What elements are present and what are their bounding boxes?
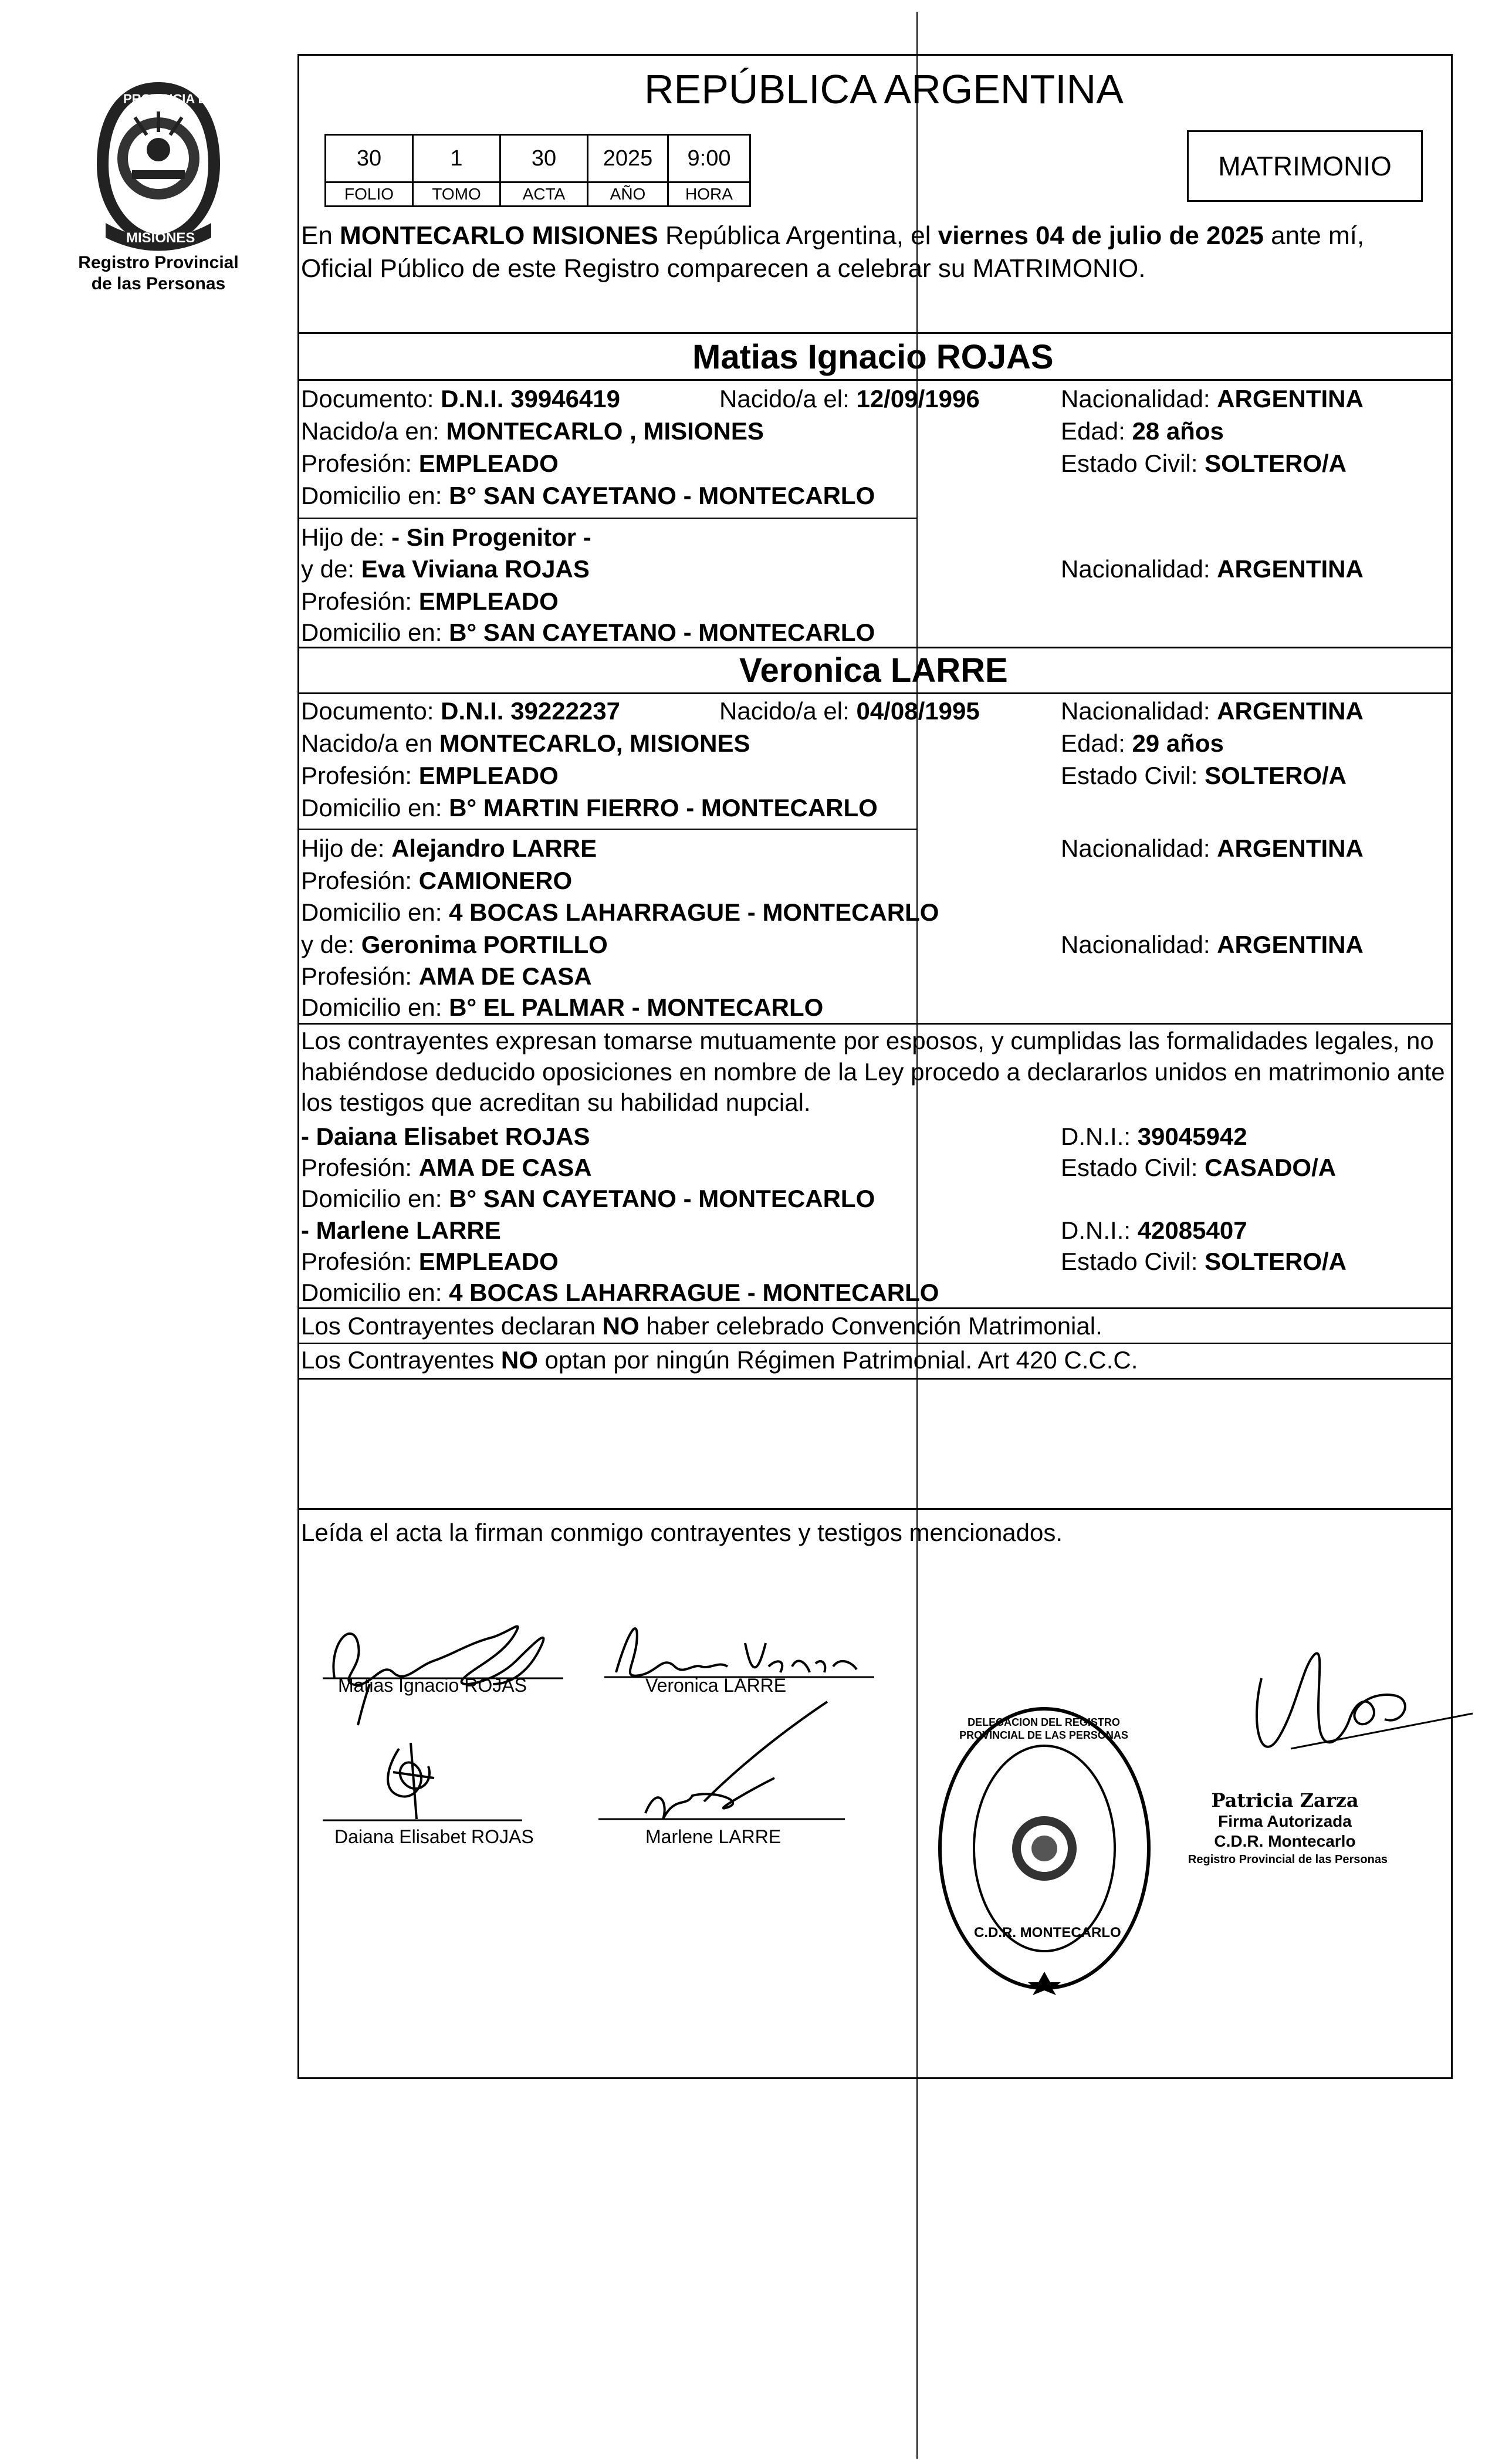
intro-l1-c: ante mí, xyxy=(1263,221,1365,250)
country-title: REPÚBLICA ARGENTINA xyxy=(644,66,1124,112)
c1-father-value: - Sin Progenitor - xyxy=(391,523,591,551)
rule-after-patrimonial-a xyxy=(297,1343,1453,1344)
c1-civil xyxy=(1061,449,1347,478)
rule-c1-mid xyxy=(297,518,917,519)
c2-mother-label: y de: xyxy=(301,931,361,958)
c1-nat-value: ARGENTINA xyxy=(1217,385,1364,413)
w2-dom-value: 4 BOCAS LAHARRAGUE - MONTECARLO xyxy=(449,1279,939,1306)
registry-name-line2: de las Personas xyxy=(91,274,226,293)
c1-prof-value: EMPLEADO xyxy=(418,449,559,477)
c2-doc-value: D.N.I. 39222237 xyxy=(441,697,620,725)
c2-mother-nat-label: Nacionalidad: xyxy=(1061,931,1217,958)
signature-mark-4 xyxy=(598,1690,845,1843)
w2-dni xyxy=(1061,1216,1247,1245)
w1-civil xyxy=(1061,1154,1336,1182)
c2-prof-value: EMPLEADO xyxy=(418,762,559,789)
c2-born-value: 04/08/1995 xyxy=(856,697,980,725)
c2-dom-value: B° MARTIN FIERRO - MONTECARLO xyxy=(449,794,878,822)
c1-place xyxy=(301,417,764,445)
c1-mother-label: y de: xyxy=(301,555,361,583)
record-hora-value: 9:00 xyxy=(667,134,751,183)
w2-civil-value: SOLTERO/A xyxy=(1205,1248,1347,1275)
c2-father-dom-label: Domicilio en: xyxy=(301,898,449,926)
c2-dom-label: Domicilio en: xyxy=(301,794,449,822)
rule-before-patrimonial xyxy=(297,1307,1453,1309)
w1-dom-label: Domicilio en: xyxy=(301,1185,449,1212)
officer-role: Firma Autorizada xyxy=(1218,1812,1352,1830)
c2-doc xyxy=(301,697,620,725)
c2-father xyxy=(301,834,597,863)
c2-place xyxy=(301,729,750,758)
c2-place-label: Nacido/a en xyxy=(301,729,439,757)
rule-after-patrimonial-b xyxy=(297,1378,1453,1380)
frame-bottom xyxy=(297,2077,1453,2079)
c2-mother-nat xyxy=(1061,931,1364,959)
c1-mother-dom-value: B° SAN CAYETANO - MONTECARLO xyxy=(449,618,875,646)
c1-civil-value: SOLTERO/A xyxy=(1205,449,1347,477)
stamp-inner-text: C.D.R. MONTECARLO xyxy=(974,1925,1121,1941)
record-tomo-value: 1 xyxy=(412,134,501,183)
c1-place-value: MONTECARLO , MISIONES xyxy=(446,417,764,445)
c2-father-nat-label: Nacionalidad: xyxy=(1061,834,1217,862)
c2-prof xyxy=(301,762,559,790)
c2-father-nat xyxy=(1061,834,1364,863)
record-acta-label: ACTA xyxy=(499,181,588,207)
w1-civil-label: Estado Civil: xyxy=(1061,1154,1205,1181)
c2-mother-prof-label: Profesión: xyxy=(301,962,419,990)
patrimonial-line-2 xyxy=(301,1346,1138,1374)
c2-father-prof xyxy=(301,867,572,895)
officer-registry: Registro Provincial de las Personas xyxy=(1188,1853,1388,1866)
closing-text: Leída el acta la firman conmigo contrayentes y testigos mencionados. xyxy=(301,1519,1063,1546)
c1-mother-nat-label: Nacionalidad: xyxy=(1061,555,1217,583)
c2-age-label: Edad: xyxy=(1061,729,1132,757)
c2-place-value: MONTECARLO, MISIONES xyxy=(439,729,750,757)
c2-father-dom xyxy=(301,898,939,927)
c1-born-value: 12/09/1996 xyxy=(856,385,980,413)
c2-father-prof-value: CAMIONERO xyxy=(418,867,573,894)
pat-l1-b: NO xyxy=(602,1312,640,1340)
w1-dom xyxy=(301,1185,875,1213)
w1-dni-label: D.N.I.: xyxy=(1061,1123,1138,1150)
signature-mark-3 xyxy=(317,1731,528,1825)
c2-father-label: Hijo de: xyxy=(301,834,392,862)
w2-prof-label: Profesión: xyxy=(301,1248,419,1275)
c1-mother-prof xyxy=(301,587,559,616)
c1-nat xyxy=(1061,385,1364,413)
c1-dom-label: Domicilio en: xyxy=(301,482,449,509)
c2-civil xyxy=(1061,762,1347,790)
officer-office: C.D.R. Montecarlo xyxy=(1214,1832,1356,1850)
c2-mother-prof-value: AMA DE CASA xyxy=(418,962,592,990)
intro-line-2: Oficial Público de este Registro comparecen a celebrar su MATRIMONIO. xyxy=(301,254,1146,283)
c1-prof-label: Profesión: xyxy=(301,449,419,477)
c2-nat-label: Nacionalidad: xyxy=(1061,697,1217,725)
officer-name: Patricia Zarza xyxy=(1211,1789,1359,1811)
c2-civil-label: Estado Civil: xyxy=(1061,762,1205,789)
pat-l1-c: haber celebrado Convención Matrimonial. xyxy=(639,1312,1102,1340)
w1-prof-value: AMA DE CASA xyxy=(418,1154,592,1181)
c2-mother-dom xyxy=(301,993,823,1022)
w2-civil xyxy=(1061,1248,1347,1276)
c1-age xyxy=(1061,417,1224,445)
intro-date: viernes 04 de julio de 2025 xyxy=(938,221,1264,250)
w2-name: - Marlene LARRE xyxy=(301,1216,501,1244)
c2-mother-nat-value: ARGENTINA xyxy=(1217,931,1364,958)
c2-father-prof-label: Profesión: xyxy=(301,867,419,894)
rule-after-intro xyxy=(297,332,1453,334)
c1-mother-value: Eva Viviana ROJAS xyxy=(361,555,590,583)
w1-civil-value: CASADO/A xyxy=(1205,1154,1337,1181)
c2-age xyxy=(1061,729,1224,758)
w1-prof-label: Profesión: xyxy=(301,1154,419,1181)
w1-dni-value: 39045942 xyxy=(1137,1123,1247,1150)
c1-dom xyxy=(301,482,875,510)
w2-prof xyxy=(301,1248,559,1276)
signature-caption-4: Marlene LARRE xyxy=(645,1826,782,1847)
signature-caption-1: Matias Ignacio ROJAS xyxy=(338,1675,527,1696)
intro-place: MONTECARLO MISIONES xyxy=(340,221,658,250)
record-folio-value: 30 xyxy=(324,134,414,183)
record-anio-value: 2025 xyxy=(587,134,669,183)
w1-dom-value: B° SAN CAYETANO - MONTECARLO xyxy=(449,1185,875,1212)
c1-dom-value: B° SAN CAYETANO - MONTECARLO xyxy=(449,482,875,509)
declaration-line-1: Los contrayentes expresan tomarse mutuamente por esposos, y cumplidas las formalidades legales, no xyxy=(301,1027,1434,1054)
c2-prof-label: Profesión: xyxy=(301,762,419,789)
rule-c2-mid xyxy=(297,829,917,830)
c1-mother-nat xyxy=(1061,555,1364,583)
c1-mother-prof-value: EMPLEADO xyxy=(418,587,559,615)
rule-c2-name xyxy=(297,692,1453,694)
record-anio-label: AÑO xyxy=(587,181,669,207)
c2-mother-prof xyxy=(301,962,592,991)
patrimonial-line-1 xyxy=(301,1312,1102,1340)
signature-caption-2: Veronica LARRE xyxy=(645,1675,787,1696)
c2-mother xyxy=(301,931,608,959)
c1-place-label: Nacido/a en: xyxy=(301,417,446,445)
w2-dni-value: 42085407 xyxy=(1137,1216,1247,1244)
stamp-ring-text: DELEGACION DEL REGISTRO PROVINCIAL DE LAS PERSONAS xyxy=(959,1716,1128,1741)
doc-type-box: MATRIMONIO xyxy=(1187,130,1423,202)
c2-mother-value: Geronima PORTILLO xyxy=(361,931,608,958)
contrayente1-name: Matias Ignacio ROJAS xyxy=(692,338,1054,376)
declaration-line-2: habiéndose deducido oposiciones en nombre de la Ley procedo a declararlos unidos en matrimonio ante xyxy=(301,1058,1445,1086)
intro-line-1 xyxy=(301,222,1364,250)
record-acta-value: 30 xyxy=(499,134,588,183)
record-tomo-label: TOMO xyxy=(412,181,501,207)
registry-name-line1: Registro Provincial xyxy=(78,253,239,272)
seal-top-text: PROVINCIA DE xyxy=(123,92,216,106)
w2-dom xyxy=(301,1279,939,1307)
c1-born xyxy=(719,385,980,413)
c1-mother xyxy=(301,555,590,583)
pat-l1-a: Los Contrayentes declaran xyxy=(301,1312,603,1340)
c2-father-nat-value: ARGENTINA xyxy=(1217,834,1364,862)
delegation-stamp xyxy=(933,1702,1156,1995)
seal-bottom-text: MISIONES xyxy=(126,230,195,246)
c2-father-dom-value: 4 BOCAS LAHARRAGUE - MONTECARLO xyxy=(449,898,939,926)
c1-doc-value: D.N.I. 39946419 xyxy=(441,385,620,413)
rule-before-closing xyxy=(297,1508,1453,1510)
c1-mother-nat-value: ARGENTINA xyxy=(1217,555,1364,583)
w2-civil-label: Estado Civil: xyxy=(1061,1248,1205,1275)
w1-dni xyxy=(1061,1123,1247,1151)
signature-2-handwriting xyxy=(610,1610,965,1663)
declaration-line-3: los testigos que acreditan su habilidad nupcial. xyxy=(301,1089,811,1116)
signature-caption-3: Daiana Elisabet ROJAS xyxy=(334,1826,534,1847)
frame-left xyxy=(297,54,299,2078)
c1-mother-dom xyxy=(301,618,875,647)
frame-right xyxy=(1451,54,1453,2078)
c2-nat-value: ARGENTINA xyxy=(1217,697,1364,725)
c2-nat xyxy=(1061,697,1364,725)
intro-l1-b: República Argentina, el xyxy=(658,221,938,250)
c1-father-label: Hijo de: xyxy=(301,523,392,551)
w2-prof-value: EMPLEADO xyxy=(418,1248,559,1275)
c1-age-label: Edad: xyxy=(1061,417,1132,445)
c1-prof xyxy=(301,449,559,478)
c2-mother-dom-value: B° EL PALMAR - MONTECARLO xyxy=(449,993,824,1021)
contrayente2-name: Veronica LARRE xyxy=(739,651,1008,689)
officer-signature-mark xyxy=(1226,1631,1473,1772)
c1-doc xyxy=(301,385,620,413)
w2-dom-label: Domicilio en: xyxy=(301,1279,449,1306)
c2-age-value: 29 años xyxy=(1132,729,1224,757)
pat-l2-b: NO xyxy=(500,1346,538,1374)
c2-father-value: Alejandro LARRE xyxy=(391,834,597,862)
rule-before-c2 xyxy=(297,647,1453,648)
c1-born-label: Nacido/a el: xyxy=(719,385,857,413)
w1-prof xyxy=(301,1154,592,1182)
rule-c1-name xyxy=(297,379,1453,381)
record-hora-label: HORA xyxy=(667,181,751,207)
frame-top xyxy=(297,54,1453,56)
c1-mother-prof-label: Profesión: xyxy=(301,587,419,615)
c1-doc-label: Documento: xyxy=(301,385,441,413)
c1-father xyxy=(301,523,591,552)
c1-nat-label: Nacionalidad: xyxy=(1061,385,1217,413)
c2-dom xyxy=(301,794,878,822)
c2-mother-dom-label: Domicilio en: xyxy=(301,993,449,1021)
c2-doc-label: Documento: xyxy=(301,697,441,725)
w2-dni-label: D.N.I.: xyxy=(1061,1216,1138,1244)
c2-civil-value: SOLTERO/A xyxy=(1205,762,1347,789)
c1-civil-label: Estado Civil: xyxy=(1061,449,1205,477)
w1-name: - Daiana Elisabet ROJAS xyxy=(301,1123,590,1150)
intro-l1-a: En xyxy=(301,221,340,250)
c2-born-label: Nacido/a el: xyxy=(719,697,857,725)
c1-age-value: 28 años xyxy=(1132,417,1224,445)
record-folio-label: FOLIO xyxy=(324,181,414,207)
pat-l2-a: Los Contrayentes xyxy=(301,1346,501,1374)
pat-l2-c: optan por ningún Régimen Patrimonial. Art 420 C.C.C. xyxy=(537,1346,1138,1374)
c2-born xyxy=(719,697,980,725)
rule-before-declaration xyxy=(297,1023,1453,1025)
c1-mother-dom-label: Domicilio en: xyxy=(301,618,449,646)
